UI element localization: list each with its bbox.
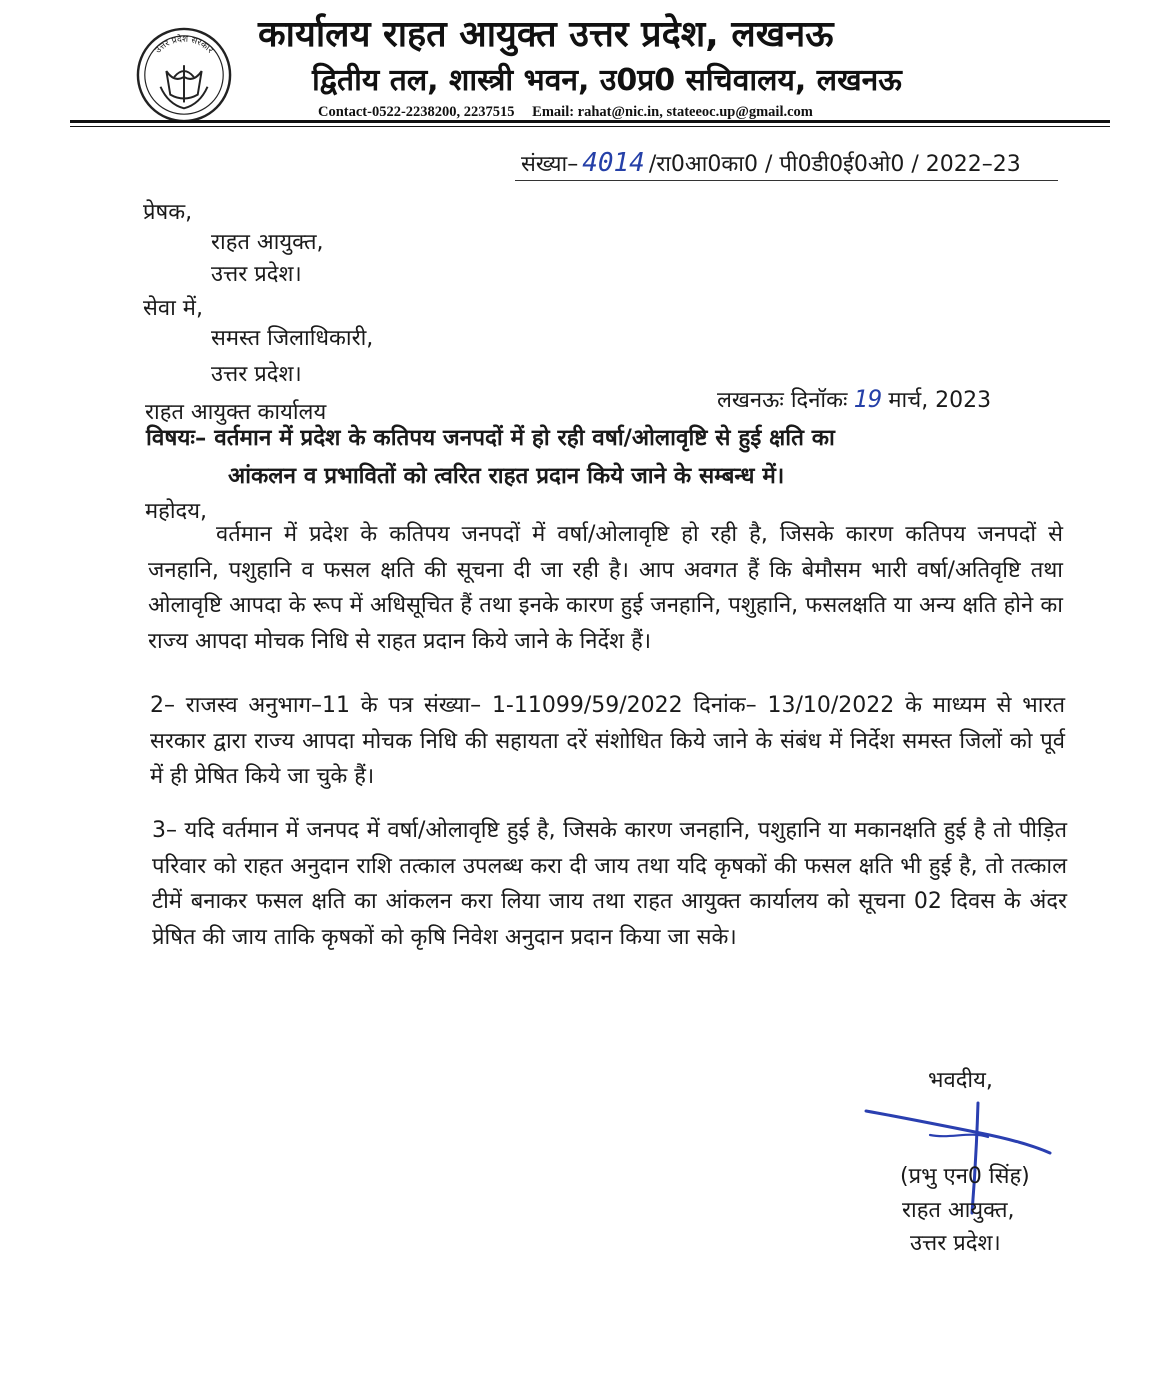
contact-email: Email: rahat@nic.in, stateeoc.up@gmail.com [532, 104, 813, 120]
signatory-designation: राहत आयुक्त, [902, 1198, 1015, 1223]
ref-underline [515, 180, 1058, 181]
recipient-line1: समस्त जिलाधिकारी, [211, 326, 374, 351]
recipient-label: सेवा में, [143, 296, 203, 321]
emblem-text: उत्तर प्रदेश सरकार [153, 34, 215, 56]
sender-label: प्रेषक, [143, 200, 193, 225]
state-emblem-icon [135, 26, 233, 124]
subject-block [146, 419, 1066, 495]
salutation: महोदय, [145, 499, 207, 524]
header-rule [70, 120, 1110, 123]
closing: भवदीय, [928, 1068, 993, 1093]
reference-number [521, 148, 1021, 178]
signatory-state: उत्तर प्रदेश। [910, 1231, 1001, 1256]
subject-line2: आंकलन व प्रभावितों को त्वरित राहत प्रदान किये जाने के सम्बन्ध में। [228, 463, 785, 489]
office-address: द्वितीय तल, शास्त्री भवन, उ0प्र0 सचिवालय, लखनऊ [312, 63, 902, 98]
sender-line1: राहत आयुक्त, [211, 230, 324, 255]
recipient-line2: उत्तर प्रदेश। [211, 362, 302, 387]
signatory-name: (प्रभु एन0 सिंह) [900, 1164, 1030, 1189]
header-rule-thin [70, 126, 1110, 127]
date-handwritten-day: 19 [853, 385, 883, 413]
sender-line2: उत्तर प्रदेश। [211, 262, 302, 287]
office-title: कार्यालय राहत आयुक्त उत्तर प्रदेश, लखनऊ [258, 14, 834, 55]
contact-phone: Contact-0522-2238200, 2237515 [318, 104, 515, 120]
date-rest: मार्च, 2023 [888, 388, 992, 413]
office-line: राहत आयुक्त कार्यालय [145, 400, 327, 425]
subject-line1: वर्तमान में प्रदेश के कतिपय जनपदों में हो रही वर्षा/ओलावृष्टि से हुई क्षति का [214, 425, 835, 451]
contact-line [318, 104, 827, 121]
ref-suffix: /रा0आ0का0 / पी0डी0ई0ओ0 / 2022–23 [648, 152, 1021, 177]
subject-label: विषयः– [146, 425, 207, 451]
paragraph-1: वर्तमान में प्रदेश के कतिपय जनपदों में वर्षा/ओलावृष्टि हो रही है, जिसके कारण कतिपय जनपदों से जनहानि, पशुहानि व फसल क्षति की सूचना दी जा रही है। आप अवगत हैं कि बेमौसम भारी वर्षा/अतिवृष्टि तथा ओलावृष्टि आपदा के रूप में अधिसूचित हैं तथा इनके कारण हुई जनहानि, पशुहानि, फसलक्षति या अन्य क्षति होने का राज्य आपदा मोचक निधि से राहत प्रदान किये जाने के निर्देश हैं। [148, 522, 1063, 654]
ref-prefix: संख्या– [521, 152, 579, 177]
ref-handwritten-number: 4014 [582, 148, 645, 178]
letter-date [717, 384, 991, 414]
paragraph-3: 3– यदि वर्तमान में जनपद में वर्षा/ओलावृष्टि हुई है, जिसके कारण जनहानि, पशुहानि या मकानक्षति हुई है तो पीड़ित परिवार को राहत अनुदान राशि तत्काल उपलब्ध करा दी जाय तथा यदि कृषकों की फसल क्षति भी हुई है, तो तत्काल टीमें बनाकर फसल क्षति का आंकलन करा लिया जाय तथा राहत आयुक्त कार्यालय को सूचना 02 दिवस के अंदर प्रेषित की जाय ताकि कृषकों को कृषि निवेश अनुदान प्रदान किया जा सके। [152, 818, 1067, 950]
paragraph-2: 2– राजस्व अनुभाग–11 के पत्र संख्या– 1-11099/59/2022 दिनांक– 13/10/2022 के माध्यम से भारत सरकार द्वारा राज्य आपदा मोचक निधि की सहायता दरें संशोधित किये जाने के संबंध में निर्देश समस्त जिलों को पूर्व में ही प्रेषित किये जा चुके हैं। [150, 693, 1065, 789]
date-prefix: लखनऊः दिनॉकः [717, 388, 848, 413]
